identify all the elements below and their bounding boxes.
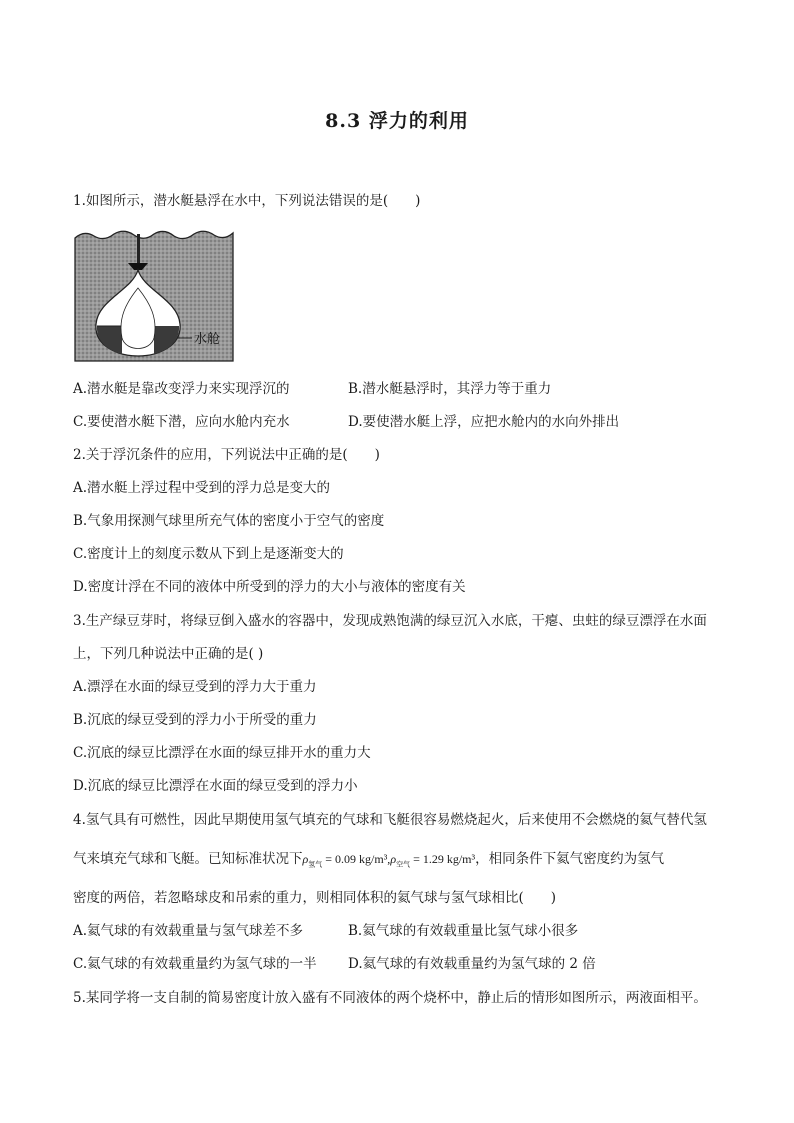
q2-option-c: C.密度计上的刻度示数从下到上是逐渐变大的 (73, 546, 344, 562)
q5-stem: 5.某同学将一支自制的简易密度计放入盛有不同液体的两个烧杯中，静止后的情形如图所示，两液面相平。 (73, 990, 707, 1006)
water-tank-label: 水舱 (194, 332, 221, 347)
rho-hydrogen-value: = 0.09 kg/m³, (322, 852, 391, 866)
submarine-figure (74, 228, 234, 363)
q4-stem-line2 (73, 850, 664, 873)
q4-stem-line2-pre: 气来填充气球和飞艇。已知标准状况下 (73, 851, 303, 867)
q1-option-d: D.要使潜水艇上浮，应把水舱内的水向外排出 (348, 414, 620, 430)
q4-option-d: D.氦气球的有效载重量约为氢气球的 2 倍 (348, 956, 596, 972)
q4-stem-line2-post: ，相同条件下氦气密度约为氢气 (475, 851, 665, 867)
q3-option-d: D.沉底的绿豆比漂浮在水面的绿豆受到的浮力小 (73, 778, 358, 794)
rho-air-value: = 1.29 kg/m³ (410, 852, 476, 866)
q3-option-c: C.沉底的绿豆比漂浮在水面的绿豆排开水的重力大 (73, 745, 371, 761)
q3-option-b: B.沉底的绿豆受到的浮力小于所受的重力 (73, 712, 317, 728)
q2-option-d: D.密度计浮在不同的液体中所受到的浮力的大小与液体的密度有关 (73, 579, 466, 595)
q2-option-b: B.气象用探测气球里所充气体的密度小于空气的密度 (73, 513, 385, 529)
q4-stem-line3: 密度的两倍，若忽略球皮和吊索的重力，则相同体积的氦气球与氢气球相比( ) (73, 890, 557, 906)
page-title: 8.3 浮力的利用 (325, 110, 469, 132)
rho-air-sub: 空气 (396, 860, 411, 869)
q4-option-a: A.氦气球的有效载重量与氢气球差不多 (73, 923, 304, 939)
rho-hydrogen: ρ (302, 852, 309, 866)
q4-option-c: C.氦气球的有效载重量约为氢气球的一半 (73, 956, 317, 972)
q2-option-a: A.潜水艇上浮过程中受到的浮力总是变大的 (73, 480, 331, 496)
q1-option-a: A.潜水艇是靠改变浮力来实现浮沉的 (73, 381, 290, 397)
q3-option-a: A.漂浮在水面的绿豆受到的浮力大于重力 (73, 679, 317, 695)
q3-stem-line1: 3.生产绿豆芽时，将绿豆倒入盛水的容器中，发现成熟饱满的绿豆沉入水底，干瘪、虫蛀的绿豆漂浮在水面 (73, 613, 707, 629)
rho-hydrogen-sub: 氢气 (308, 860, 323, 869)
q4-stem-line1: 4.氢气具有可燃性，因此早期使用氢气填充的气球和飞艇很容易燃烧起火，后来使用不会燃烧的氦气替代氢 (73, 812, 707, 828)
q4-option-b: B.氦气球的有效载重量比氢气球小很多 (348, 923, 579, 939)
q1-stem: 1.如图所示，潜水艇悬浮在水中，下列说法错误的是( ) (73, 193, 421, 209)
density-formula (302, 852, 476, 869)
q3-stem-line2: 上，下列几种说法中正确的是( ) (73, 646, 264, 662)
q1-option-c: C.要使潜水艇下潜，应向水舱内充水 (73, 414, 290, 430)
q2-stem: 2.关于浮沉条件的应用，下列说法中正确的是( ) (73, 447, 380, 463)
rho-air: ρ (390, 852, 397, 866)
submarine-diagram (74, 228, 234, 363)
q1-option-b: B.潜水艇悬浮时，其浮力等于重力 (348, 381, 552, 397)
